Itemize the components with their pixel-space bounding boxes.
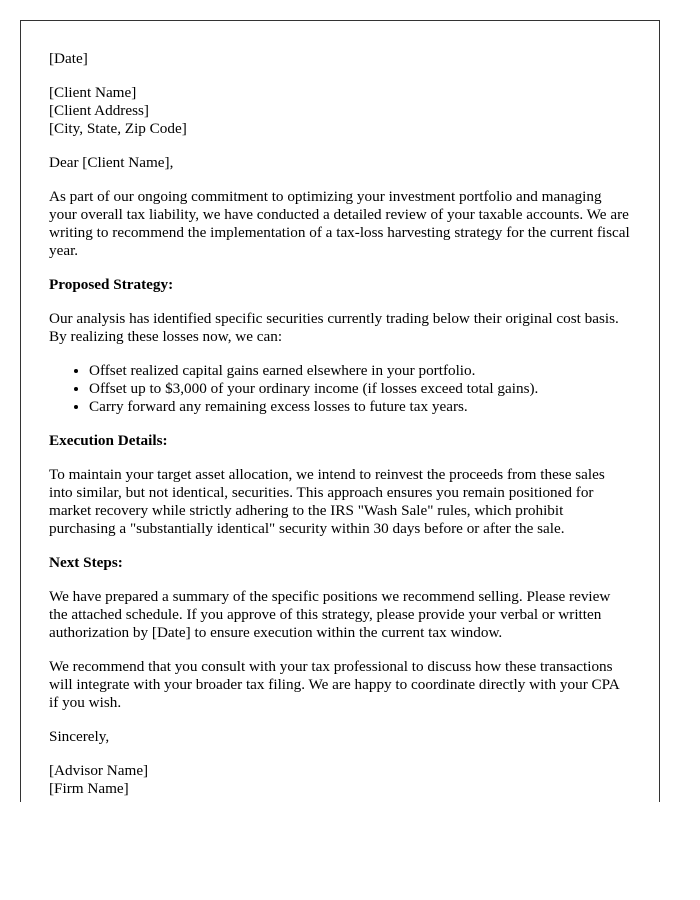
signature-block xyxy=(49,762,631,798)
next-steps-heading: Next Steps: xyxy=(49,554,123,571)
advisor-name: [Advisor Name] xyxy=(49,762,149,779)
next-steps-text: We have prepared a summary of the specific positions we recommend selling. Please review the attached schedule. If you approve of this strategy, please provide your verbal or written authorization by [Date] to ensure execution within the current tax window. xyxy=(49,588,611,641)
proposed-strategy-text: Our analysis has identified specific securities currently trading below their original cost basis. By realizing these losses now, we can: xyxy=(49,310,619,345)
recipient-city-state-zip: [City, State, Zip Code] xyxy=(49,120,187,137)
strategy-bullet-list xyxy=(49,362,631,416)
list-item: • Carry forward any remaining excess losses to future tax years. xyxy=(89,398,631,416)
list-item: • Offset realized capital gains earned elsewhere in your portfolio. xyxy=(89,362,631,380)
proposed-strategy-heading: Proposed Strategy: xyxy=(49,276,174,293)
salutation: Dear [Client Name], xyxy=(49,154,174,171)
sign-off: Sincerely, xyxy=(49,728,110,745)
execution-details-heading: Execution Details: xyxy=(49,432,168,449)
firm-name: [Firm Name] xyxy=(49,780,129,797)
recipient-address: [Client Address] xyxy=(49,102,149,119)
letter-page xyxy=(20,20,660,802)
recipient-name: [Client Name] xyxy=(49,84,137,101)
execution-details-text: To maintain your target asset allocation, we intend to reinvest the proceeds from these sales into similar, but not identical, securities. This approach ensures you remain positioned for market recovery while strictly adhering to the IRS "Wash Sale" rules, which prohibit purchasing a "substantially identical" security within 30 days before or after the sale. xyxy=(49,466,605,537)
recipient-address-block xyxy=(49,84,631,138)
intro-paragraph: As part of our ongoing commitment to optimizing your investment portfolio and managing your overall tax liability, we have conducted a detailed review of your taxable accounts. We are writing to recommend the implementation of a tax-loss harvesting strategy for the current fiscal year. xyxy=(49,188,630,259)
letter-date: [Date] xyxy=(49,50,88,67)
list-item: • Offset up to $3,000 of your ordinary income (if losses exceed total gains). xyxy=(89,380,631,398)
closing-paragraph: We recommend that you consult with your tax professional to discuss how these transactions will integrate with your broader tax filing. We are happy to coordinate directly with your CPA if you wish. xyxy=(49,658,619,711)
